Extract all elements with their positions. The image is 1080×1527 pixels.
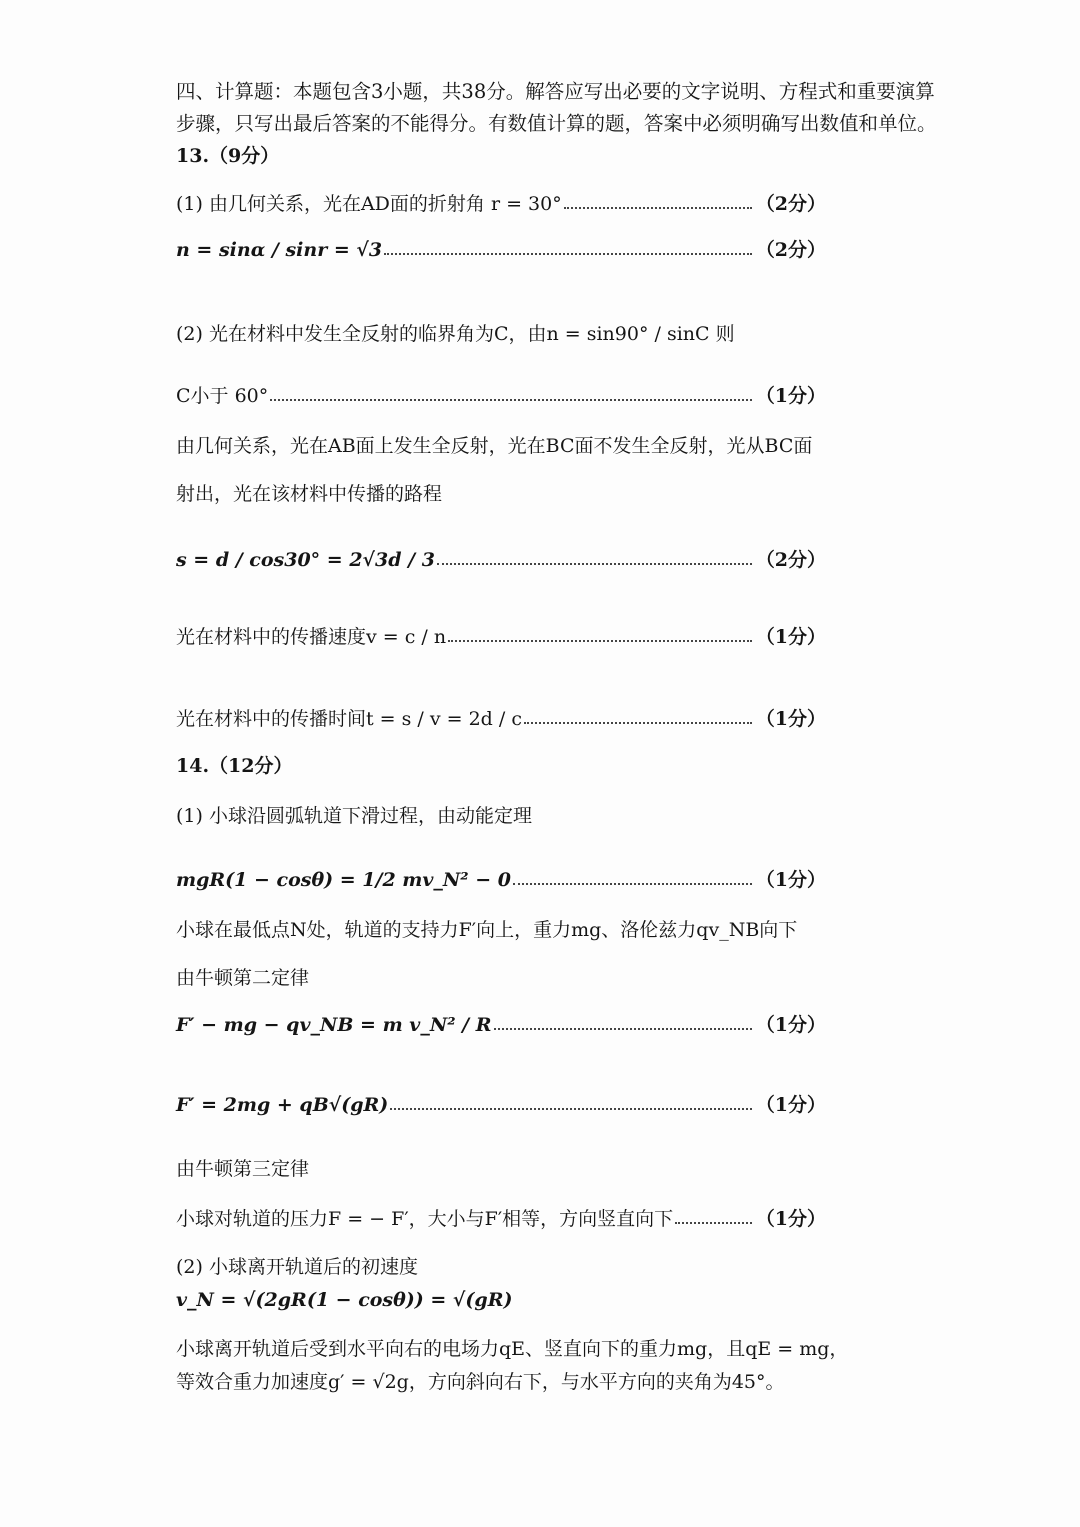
q14-heading: 14.（12分） bbox=[176, 755, 293, 777]
eq-energy: mgR(1 − cosθ) = 1/2 mv_N² − 0 bbox=[176, 869, 511, 891]
score: （1分） bbox=[755, 1208, 826, 1230]
intro-line-2: 步骤，只写出最后答案的不能得分。有数值计算的题，答案中必须明确写出数值和单位。 bbox=[176, 112, 937, 135]
intro-line-1: 四、计算题：本题包含3小题，共38分。解答应写出必要的文字说明、方程式和重要演算 bbox=[176, 80, 935, 103]
q14-2-text: (2) 小球离开轨道后的初速度 bbox=[176, 1256, 418, 1278]
after-line-2: 等效合重力加速度g′ = √2g，方向斜向右下，与水平方向的夹角为45°。 bbox=[176, 1371, 785, 1393]
time-line bbox=[176, 705, 826, 733]
geometry-line-1: 由几何关系，光在AB面上发生全反射，光在BC面不发生全反射，光从BC面 bbox=[176, 435, 813, 457]
score: （1分） bbox=[755, 626, 826, 648]
c-less-60: C小于 60° bbox=[176, 385, 269, 407]
eq-n: n = sinα / sinr = √3 bbox=[176, 239, 383, 261]
eq-s: s = d / cos30° = 2√3d / 3 bbox=[176, 549, 435, 571]
eq-energy-line bbox=[176, 866, 826, 894]
q14-1-text: (1) 小球沿圆弧轨道下滑过程，由动能定理 bbox=[176, 805, 532, 827]
pressure-line bbox=[176, 1205, 826, 1233]
score: （1分） bbox=[755, 385, 826, 407]
eq-vN: v_N = √(2gR(1 − cosθ)) = √(gR) bbox=[176, 1289, 513, 1311]
eq-newton2: F′ − mg − qv_NB = m v_N² / R bbox=[176, 1014, 492, 1036]
speed-text: 光在材料中的传播速度v = c / n bbox=[176, 626, 447, 648]
eq-newton2-line bbox=[176, 1011, 826, 1039]
forces-line: 小球在最低点N处，轨道的支持力F′向上，重力mg、洛伦兹力qv_NB向下 bbox=[176, 919, 798, 941]
q13-1-line bbox=[176, 190, 826, 218]
newton3-text: 由牛顿第三定律 bbox=[176, 1158, 310, 1180]
speed-line bbox=[176, 623, 826, 651]
score: （1分） bbox=[755, 708, 826, 730]
newton2-text: 由牛顿第二定律 bbox=[176, 967, 310, 989]
q13-1-text: (1) 由几何关系，光在AD面的折射角 r = 30° bbox=[176, 193, 562, 215]
score: （2分） bbox=[755, 549, 826, 571]
q13-2-text: (2) 光在材料中发生全反射的临界角为C，由n = sin90° / sinC 则 bbox=[176, 323, 735, 345]
eq-n-line bbox=[176, 236, 826, 264]
after-line-1: 小球离开轨道后受到水平向右的电场力qE、竖直向下的重力mg，且qE = mg， bbox=[176, 1338, 849, 1360]
score: （1分） bbox=[755, 1014, 826, 1036]
score: （1分） bbox=[755, 1094, 826, 1116]
pressure-text: 小球对轨道的压力F = − F′，大小与F′相等，方向竖直向下 bbox=[176, 1208, 674, 1230]
eq-F: F′ = 2mg + qB√(gR) bbox=[176, 1094, 389, 1116]
score: （2分） bbox=[755, 239, 826, 261]
score: （1分） bbox=[755, 869, 826, 891]
geometry-line-2: 射出，光在该材料中传播的路程 bbox=[176, 483, 443, 505]
c-less-60-line bbox=[176, 382, 826, 410]
eq-s-line bbox=[176, 546, 826, 574]
eq-F-line bbox=[176, 1091, 826, 1119]
q13-heading: 13.（9分） bbox=[176, 145, 280, 167]
score: （2分） bbox=[755, 193, 826, 215]
time-text: 光在材料中的传播时间t = s / v = 2d / c bbox=[176, 708, 522, 730]
